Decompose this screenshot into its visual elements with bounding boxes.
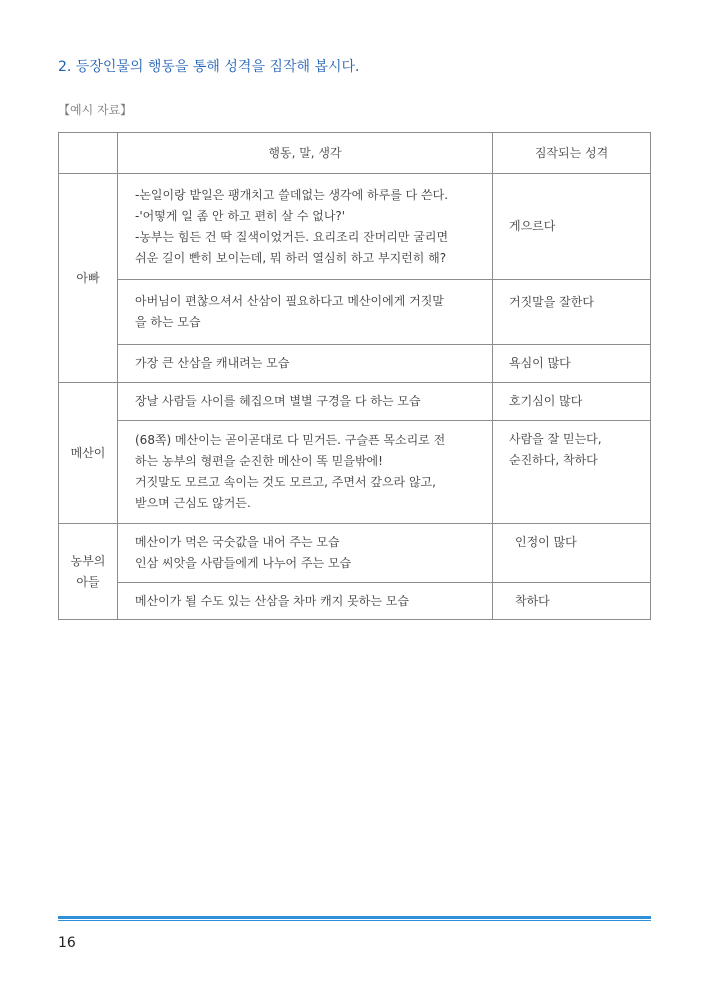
trait-line: 게으르다	[509, 219, 556, 233]
trait-line: 욕심이 많다	[509, 356, 571, 370]
page-number: 16	[58, 935, 76, 951]
action-line: 아버님이 편찮으셔서 산삼이 필요하다고 메산이에게 거짓말	[135, 294, 444, 308]
table-row	[59, 583, 651, 620]
action-cell	[118, 174, 493, 280]
action-cell	[118, 524, 493, 583]
header-action: 행동, 말, 생각	[118, 133, 493, 174]
trait-line: 거짓말을 잘한다	[509, 295, 594, 309]
table-row	[59, 421, 651, 524]
trait-cell	[493, 421, 651, 524]
trait-line: 사람을 잘 믿는다,	[509, 432, 602, 446]
action-cell	[118, 345, 493, 383]
sample-label: 【예시 자료】	[58, 103, 133, 117]
table-row	[59, 174, 651, 280]
action-line: 쉬운 길이 빤히 보이는데, 뭐 하러 열심히 하고 부지런히 해?	[135, 250, 447, 265]
table-row	[59, 524, 651, 583]
action-line: 거짓말도 모르고 속이는 것도 모르고, 주면서 갚으라 않고,	[135, 475, 436, 489]
action-cell	[118, 583, 493, 620]
header-blank-cell	[59, 133, 118, 174]
action-line: 메산이가 먹은 국숫값을 내어 주는 모습	[135, 535, 340, 549]
section-heading: 2. 등장인물의 행동을 통해 성격을 짐작해 봅시다.	[58, 59, 360, 75]
action-line: -논일이랑 밭일은 팽개치고 쓸데없는 생각에 하루를 다 쓴다.	[135, 187, 449, 202]
table-header-row	[59, 133, 651, 174]
trait-cell	[493, 524, 651, 583]
trait-line: 호기심이 많다	[509, 394, 583, 408]
action-line: 하는 농부의 형편을 순진한 메산이 똑 믿을밖에!	[135, 454, 383, 468]
action-line: 가장 큰 산삼을 캐내려는 모습	[135, 356, 290, 370]
character-name-line: 농부의	[70, 553, 106, 568]
trait-line: 착하다	[515, 593, 550, 608]
trait-line: 순진하다, 착하다	[509, 453, 598, 467]
character-trait-table	[58, 132, 651, 620]
action-line: 메산이가 될 수도 있는 산삼을 차마 캐지 못하는 모습	[135, 593, 409, 608]
action-cell	[118, 280, 493, 345]
action-line: -농부는 힘든 건 딱 질색이었거든. 요리조리 잔머리만 굴리면	[135, 229, 449, 244]
trait-line: 인정이 많다	[515, 535, 577, 549]
footer-divider-thin	[58, 920, 651, 921]
trait-cell	[493, 383, 651, 421]
action-line: (68쪽) 메산이는 곧이곧대로 다 믿거든. 구슬픈 목소리로 전	[135, 433, 446, 447]
trait-cell	[493, 345, 651, 383]
action-line: 받으며 근심도 않거든.	[135, 496, 251, 510]
action-line: 장날 사람들 사이를 헤집으며 별별 구경을 다 하는 모습	[135, 394, 421, 408]
footer-divider	[58, 916, 651, 919]
character-name-mesani: 메산이	[59, 383, 118, 524]
action-cell	[118, 383, 493, 421]
action-line: 인삼 씨앗을 사람들에게 나누어 주는 모습	[135, 556, 352, 570]
action-line: -'어떻게 일 좀 안 하고 편히 살 수 없나?'	[135, 208, 346, 223]
table-row	[59, 345, 651, 383]
trait-cell	[493, 583, 651, 620]
character-name-dad: 아빠	[59, 174, 118, 383]
header-trait: 짐작되는 성격	[493, 133, 651, 174]
character-name-farmers-son	[59, 524, 118, 620]
table-row	[59, 280, 651, 345]
character-name-line: 아들	[76, 574, 100, 589]
trait-cell	[493, 280, 651, 345]
action-line: 을 하는 모습	[135, 315, 201, 329]
trait-cell	[493, 174, 651, 280]
table-row	[59, 383, 651, 421]
action-cell	[118, 421, 493, 524]
